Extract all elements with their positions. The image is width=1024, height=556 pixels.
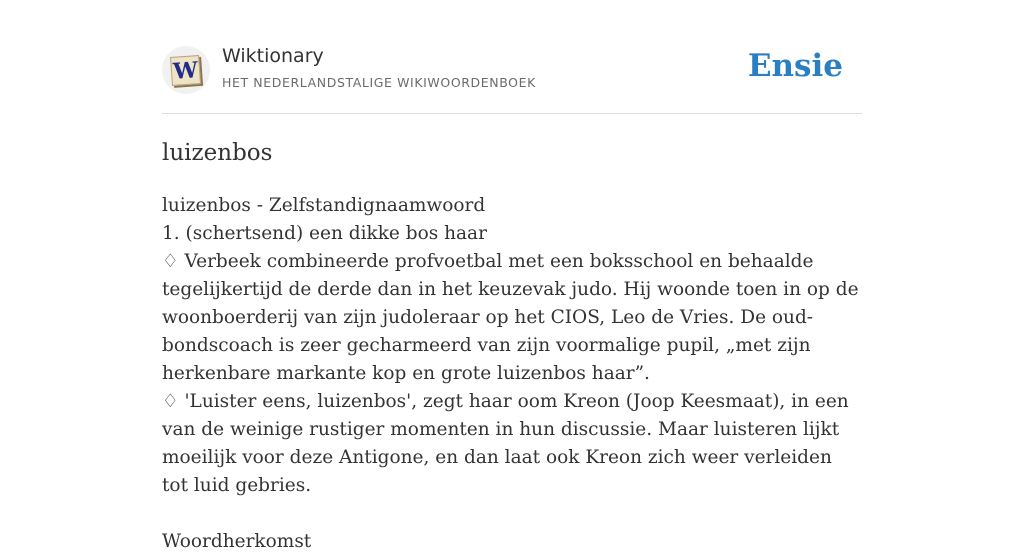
definition-line: 1. (schertsend) een dikke bos haar	[162, 223, 487, 244]
example-quote-2: ♢ 'Luister eens, luizenbos', zegt haar oom Kreon (Joop Keesmaat), in een van de weinige rustiger momenten in hun discussie. Maar luisteren lijkt moeilijk voor deze Antigone, en dan laat ook Kreon zich weer verleiden tot luid gebries.	[162, 391, 849, 496]
logo-tile: W	[170, 55, 201, 86]
section-heading-etymology: Woordherkomst	[162, 531, 312, 552]
site-title[interactable]: Wiktionary	[222, 45, 324, 67]
ensie-brand-link[interactable]: Ensie	[747, 48, 843, 84]
example-quote-1: ♢ Verbeek combineerde profvoetbal met een boksschool en behaalde tegelijkertijd de derde dan in het keuzevak judo. Hij woonde toen in op de woonboerderij van zijn judoleraar op het CIOS, Leo de Vries. De oud-bondscoach is zeer gecharmeerd van zijn voormalige pupil, „met zijn herkenbare markante kop en grote luizenbos haar”.	[162, 251, 859, 384]
site-header	[162, 44, 862, 114]
spacer	[162, 500, 862, 528]
entry-body	[162, 192, 862, 556]
wiktionary-logo-icon[interactable]	[162, 46, 210, 94]
entry-content	[162, 136, 862, 556]
part-of-speech-line: luizenbos - Zelfstandignaamwoord	[162, 195, 486, 216]
page-title: luizenbos	[162, 140, 273, 166]
site-subtitle: HET NEDERLANDSTALIGE WIKIWOORDENBOEK	[222, 75, 536, 90]
